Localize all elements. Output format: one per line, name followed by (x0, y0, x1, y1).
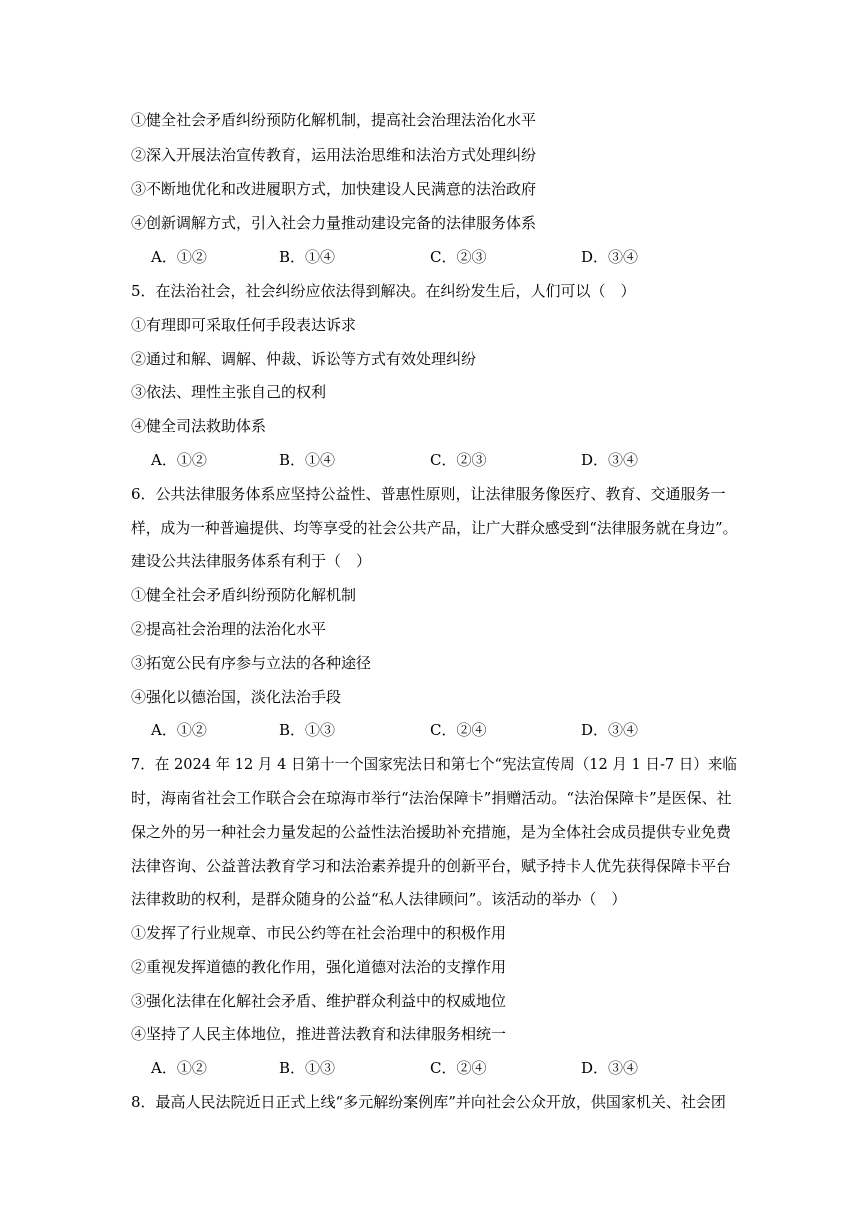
q6-stem-line-3: 建设公共法律服务体系有利于（ ） (131, 552, 372, 570)
q7-option-b: B．①③ (279, 1059, 336, 1077)
q4-option-d: D．③④ (581, 248, 639, 266)
q7-item-1: ①发挥了行业规章、市民公约等在社会治理中的积极作用 (131, 924, 507, 942)
q5-stem: 5．在法治社会，社会纠纷应依法得到解决。在纠纷发生后，人们可以（ ） (131, 282, 636, 300)
q6-item-3: ③拓宽公民有序参与立法的各种途径 (131, 654, 372, 672)
q6-stem-line-1: 6．公共法律服务体系应坚持公益性、普惠性原则，让法律服务像医疗、教育、交通服务一 (131, 485, 726, 503)
q7-stem-line-4: 法律咨询、公益普法教育学习和法治素养提升的创新平台，赋予持卡人优先获得保障卡平台 (131, 857, 732, 875)
q8-stem-line-1: 8．最高人民法院近日正式上线“多元解纷案例库”并向社会公众开放，供国家机关、社会团 (131, 1093, 726, 1111)
q7-item-2: ②重视发挥道德的教化作用，强化道德对法治的支撑作用 (131, 958, 507, 976)
q6-option-b: B．①③ (279, 721, 336, 739)
q4-item-1: ①健全社会矛盾纠纷预防化解机制，提高社会治理法治化水平 (131, 111, 537, 129)
q7-item-3: ③强化法律在化解社会矛盾、维护群众利益中的权威地位 (131, 992, 507, 1010)
q5-options (151, 450, 711, 470)
q5-option-b: B．①④ (279, 451, 336, 469)
q7-option-c: C．②④ (430, 1059, 487, 1077)
q5-option-c: C．②③ (430, 451, 487, 469)
q6-option-c: C．②④ (430, 721, 487, 739)
q7-stem-line-1: 7．在 2024 年 12 月 4 日第十一个国家宪法日和第七个“宪法宣传周（12 月 1 日-7 日）来临 (131, 755, 737, 773)
q6-options (151, 720, 711, 740)
q5-item-4: ④健全司法救助体系 (131, 417, 267, 435)
q6-item-4: ④强化以德治国，淡化法治手段 (131, 688, 342, 706)
q6-option-d: D．③④ (581, 721, 639, 739)
q7-stem-line-5: 法律救助的权利，是群众随身的公益“私人法律顾问”。该活动的举办（ ） (131, 890, 627, 908)
q5-item-1: ①有理即可采取任何手段表达诉求 (131, 316, 357, 334)
q6-item-1: ①健全社会矛盾纠纷预防化解机制 (131, 586, 357, 604)
q4-options (151, 247, 711, 267)
q7-item-4: ④坚持了人民主体地位，推进普法教育和法律服务相统一 (131, 1025, 507, 1043)
q4-item-2: ②深入开展法治宣传教育，运用法治思维和法治方式处理纠纷 (131, 146, 537, 164)
q4-option-b: B．①④ (279, 248, 336, 266)
q4-option-c: C．②③ (430, 248, 487, 266)
q4-item-3: ③不断地优化和改进履职方式，加快建设人民满意的法治政府 (131, 180, 537, 198)
q7-stem-line-3: 保之外的另一种社会力量发起的公益性法治援助补充措施，是为全体社会成员提供专业免费 (131, 823, 732, 841)
q5-item-3: ③依法、理性主张自己的权利 (131, 383, 327, 401)
q7-stem-line-2: 时，海南省社会工作联合会在琼海市举行“法治保障卡”捐赠活动。“法治保障卡”是医保、社 (131, 789, 732, 807)
q5-item-2: ②通过和解、调解、仲裁、诉讼等方式有效处理纠纷 (131, 350, 477, 368)
q4-option-a: A．①② (151, 248, 207, 266)
q5-option-d: D．③④ (581, 451, 639, 469)
q6-item-2: ②提高社会治理的法治化水平 (131, 620, 327, 638)
q6-option-a: A．①② (151, 721, 207, 739)
q5-option-a: A．①② (151, 451, 207, 469)
q7-option-a: A．①② (151, 1059, 207, 1077)
q7-options (151, 1058, 711, 1078)
q4-item-4: ④创新调解方式，引入社会力量推动建设完备的法律服务体系 (131, 214, 537, 232)
q6-stem-line-2: 样，成为一种普遍提供、均等享受的社会公共产品，让广大群众感受到“法律服务就在身边”。 (131, 519, 738, 537)
q7-option-d: D．③④ (581, 1059, 639, 1077)
